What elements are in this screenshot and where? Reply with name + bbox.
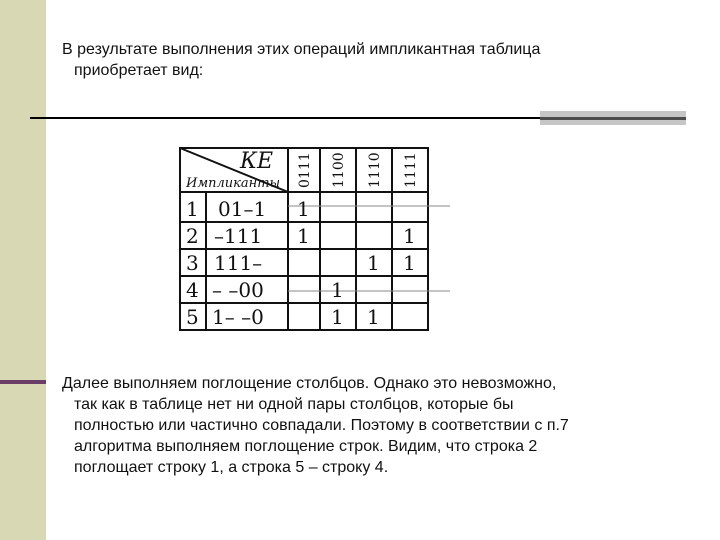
row-1-mark-col-1: 1 (297, 197, 310, 221)
implicant-table-figure (178, 140, 450, 340)
divider-rule (30, 117, 540, 119)
intro-line-2: приобретает вид: (74, 62, 204, 79)
intro-line-1: В результате выполнения этих операций импликантная таблица (62, 41, 541, 58)
intro-paragraph (62, 39, 540, 81)
row-5-mark-col-3: 1 (367, 305, 380, 329)
implicant-table (178, 140, 450, 340)
conclusion-line-2: так как в таблице нет ни одной пары столбцов, которые бы (74, 396, 514, 413)
row-5-code: 1– –0 (212, 305, 264, 329)
row-4-number: 4 (186, 278, 199, 302)
row-3-mark-col-4: 1 (403, 251, 416, 275)
row-5-mark-col-2: 1 (331, 305, 344, 329)
row-4-mark-col-2: 1 (331, 278, 344, 302)
row-3-code: 111– (214, 251, 263, 275)
column-header-2: 1100 (331, 152, 347, 188)
row-1-code: 01–1 (218, 197, 267, 221)
row-2-code: –111 (214, 224, 263, 248)
conclusion-line-1: Далее выполняем поглощение столбцов. Однако это невозможно, (62, 375, 557, 392)
conclusion-line-5: поглощает строку 1, а строка 5 – строку 4. (74, 459, 389, 476)
left-decor-band (0, 0, 46, 540)
divider-rule-end (540, 111, 686, 125)
conclusion-paragraph (62, 373, 569, 478)
row-2-mark-col-4: 1 (403, 224, 416, 248)
row-2-mark-col-1: 1 (297, 224, 310, 248)
row-3-number: 3 (186, 251, 199, 275)
column-header-1: 0111 (297, 152, 313, 188)
corner-label-top: КЕ (240, 149, 274, 174)
left-band-accent (0, 380, 46, 384)
row-5-number: 5 (186, 305, 199, 329)
conclusion-line-4: алгоритма выполняем поглощение строк. Видим, что строка 2 (74, 438, 538, 455)
row-3-mark-col-3: 1 (367, 251, 380, 275)
conclusion-line-3: полностью или частично совпадали. Поэтому в соответствии с п.7 (74, 417, 569, 434)
row-4-code: – –00 (212, 278, 264, 302)
row-1-number: 1 (186, 197, 199, 221)
corner-label-bottom: Импликанты (186, 176, 281, 191)
column-header-4: 1111 (403, 152, 419, 188)
column-header-3: 1110 (367, 152, 383, 188)
row-2-number: 2 (186, 224, 199, 248)
